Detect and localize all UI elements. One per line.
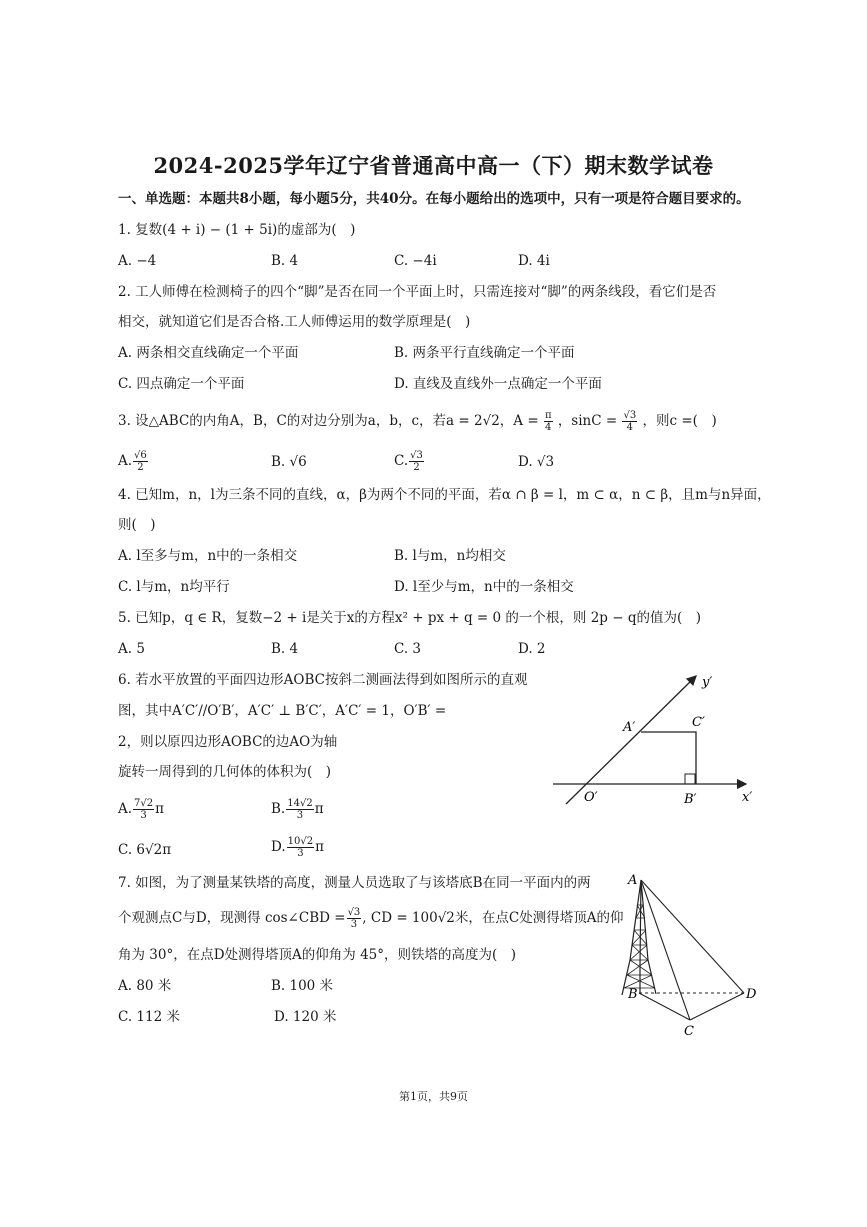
q3-stem-part3: ，则c =( ) bbox=[642, 413, 717, 429]
line-ad bbox=[641, 880, 744, 993]
q7-frac-denominator: 3 bbox=[350, 919, 358, 930]
q3-a-numerator: √6 bbox=[134, 450, 147, 461]
q1-option-b: B. 4 bbox=[271, 253, 299, 269]
q7-option-a: A. 80 米 bbox=[118, 978, 172, 994]
q3-c-numerator: √3 bbox=[410, 450, 423, 461]
question-3-stem bbox=[118, 410, 717, 433]
question-7-stem-line3: 角为 30°，在点D处测得塔顶A的仰角为 45°，则铁塔的高度为( ) bbox=[118, 947, 517, 963]
y-axis-line bbox=[566, 676, 696, 804]
q3-frac2-denominator: 4 bbox=[626, 422, 634, 433]
question-6-stem-line1: 6. 若水平放置的平面四边形AOBC按斜二测画法得到如图所示的直观 bbox=[118, 672, 528, 688]
right-angle-mark bbox=[685, 774, 695, 784]
question-4-stem-line2: 则( ) bbox=[118, 517, 156, 533]
q6-option-d-fraction bbox=[287, 836, 314, 859]
q3-option-a-label: A. bbox=[118, 453, 133, 469]
q6-b-numerator: 14√2 bbox=[287, 798, 313, 809]
q6-option-b bbox=[271, 798, 324, 821]
question-2-stem-line1: 2. 工人师傅在检测椅子的四个“脚”是否在同一个平面上时，只需连接对“脚”的两条线段，看它们是否 bbox=[118, 284, 717, 300]
q6-option-a bbox=[118, 798, 164, 821]
q4-option-c: C. l与m，n均平行 bbox=[118, 579, 230, 595]
q7-stem2-part1: 个观测点C与D，现测得 cos∠CBD = bbox=[118, 910, 346, 926]
q4-option-a: A. l至多与m，n中的一条相交 bbox=[118, 548, 298, 564]
q7-option-b: B. 100 米 bbox=[271, 978, 334, 994]
q3-option-c-label: C. bbox=[394, 453, 409, 469]
q7-fraction bbox=[347, 907, 362, 930]
label-o-prime: O′ bbox=[584, 790, 598, 805]
label-y-prime: y′ bbox=[702, 675, 713, 690]
q7-tower-figure bbox=[612, 870, 762, 1038]
q7-option-d: D. 120 米 bbox=[274, 1009, 337, 1025]
q7-stem2-part2: , CD = 100√2米，在点C处测得塔顶A的仰 bbox=[362, 910, 624, 926]
q3-c-denominator: 2 bbox=[413, 462, 420, 473]
q6-b-pi: π bbox=[314, 801, 324, 817]
page-title: 2024-2025学年辽宁省普通高中高一（下）期末数学试卷 bbox=[153, 153, 714, 178]
q3-frac1-numerator: π bbox=[544, 410, 552, 421]
question-1-stem: 1. 复数(4 + i) − (1 + 5i)的虚部为( ) bbox=[118, 222, 356, 238]
q1-option-d: D. 4i bbox=[518, 253, 550, 269]
question-6-stem-line4: 旋转一周得到的几何体的体积为( ) bbox=[118, 764, 332, 780]
q3-fraction-1 bbox=[544, 410, 553, 433]
q3-a-denominator: 2 bbox=[137, 462, 144, 473]
line-ac bbox=[641, 880, 690, 1020]
q1-option-c: C. −4i bbox=[394, 253, 437, 269]
q2-option-c: C. 四点确定一个平面 bbox=[118, 376, 245, 392]
q6-option-b-fraction bbox=[286, 798, 313, 821]
q7-frac-numerator: √3 bbox=[347, 907, 361, 918]
q4-option-d: D. l至少与m，n中的一条相交 bbox=[394, 579, 574, 595]
question-4-stem-line1: 4. 已知m，n，l为三条不同的直线，α，β为两个不同的平面，若α ∩ β = l，m ⊂ α，n ⊂ β，且m与n异面， bbox=[118, 487, 771, 503]
quadrilateral-edges bbox=[641, 732, 696, 784]
question-6-stem-line2: 图，其中A′C′//O′B′，A′C′ ⊥ B′C′，A′C′ = 1，O′B′ = bbox=[118, 703, 447, 719]
label-b: B bbox=[628, 987, 638, 1002]
q6-oblique-figure bbox=[548, 668, 768, 818]
q6-d-pi: π bbox=[315, 839, 324, 855]
q3-option-c-fraction bbox=[409, 450, 424, 473]
q5-option-a: A. 5 bbox=[118, 641, 145, 657]
question-7-stem-line2 bbox=[118, 907, 623, 930]
q6-option-d-label: D. bbox=[271, 839, 286, 855]
page-footer: 第1页，共9页 bbox=[399, 1090, 468, 1103]
q6-option-a-label: A. bbox=[118, 801, 133, 817]
line-cd bbox=[690, 993, 744, 1020]
q5-option-d: D. 2 bbox=[518, 641, 546, 657]
q6-a-denominator: 3 bbox=[140, 810, 147, 821]
q6-option-d bbox=[271, 836, 324, 859]
q6-d-denominator: 3 bbox=[297, 848, 304, 859]
q3-stem-part1: 3. 设△ABC的内角A，B，C的对边分别为a，b，c，若a = 2√2，A = bbox=[118, 413, 539, 429]
label-x-prime: x′ bbox=[742, 790, 753, 805]
q6-a-pi: π bbox=[155, 801, 165, 817]
q6-option-a-fraction bbox=[133, 798, 154, 821]
q3-option-a bbox=[118, 450, 149, 473]
q2-option-a: A. 两条相交直线确定一个平面 bbox=[118, 345, 299, 361]
q7-option-c: C. 112 米 bbox=[118, 1009, 180, 1025]
question-5-stem: 5. 已知p，q ∈ R，复数−2 + i是关于x的方程x² + px + q = 0 的一个根，则 2p − q的值为( ) bbox=[118, 610, 701, 626]
label-d: D bbox=[746, 987, 757, 1002]
label-c: C bbox=[684, 1024, 694, 1038]
label-c-prime: C′ bbox=[692, 715, 705, 730]
q3-frac1-denominator: 4 bbox=[545, 422, 552, 433]
q4-option-b: B. l与m，n均相交 bbox=[394, 548, 506, 564]
q3-fraction-2 bbox=[622, 410, 637, 433]
q5-option-b: B. 4 bbox=[271, 641, 299, 657]
question-7-stem-line1: 7. 如图，为了测量某铁塔的高度，测量人员选取了与该塔底B在同一平面内的两 bbox=[118, 875, 591, 891]
q2-option-d: D. 直线及直线外一点确定一个平面 bbox=[394, 376, 602, 392]
q6-option-c: C. 6√2π bbox=[118, 842, 172, 858]
q6-d-numerator: 10√2 bbox=[287, 836, 314, 847]
section-heading: 一、单选题：本题共8小题，每小题5分，共40分。在每小题给出的选项中，只有一项是符合题目要求的。 bbox=[118, 191, 750, 207]
q6-a-numerator: 7√2 bbox=[134, 798, 154, 809]
q1-option-a: A. −4 bbox=[118, 253, 157, 269]
q3-option-a-fraction bbox=[133, 450, 148, 473]
q5-option-c: C. 3 bbox=[394, 641, 422, 657]
q3-stem-part2: ，sinC = bbox=[557, 413, 618, 429]
question-2-stem-line2: 相交，就知道它们是否合格.工人师傅运用的数学原理是( ) bbox=[118, 314, 471, 330]
q6-option-b-label: B. bbox=[271, 801, 286, 817]
q3-option-b: B. √6 bbox=[271, 454, 307, 470]
question-6-stem-line3: 2，则以原四边形AOBC的边AO为轴 bbox=[118, 734, 338, 750]
q3-frac2-numerator: √3 bbox=[623, 410, 637, 421]
q6-b-denominator: 3 bbox=[296, 810, 304, 821]
label-a: A bbox=[628, 873, 638, 888]
label-b-prime: B′ bbox=[684, 792, 697, 807]
q3-option-d: D. √3 bbox=[518, 454, 555, 470]
q3-option-c bbox=[394, 450, 425, 473]
q2-option-b: B. 两条平行直线确定一个平面 bbox=[394, 345, 575, 361]
label-a-prime: A′ bbox=[623, 720, 636, 735]
